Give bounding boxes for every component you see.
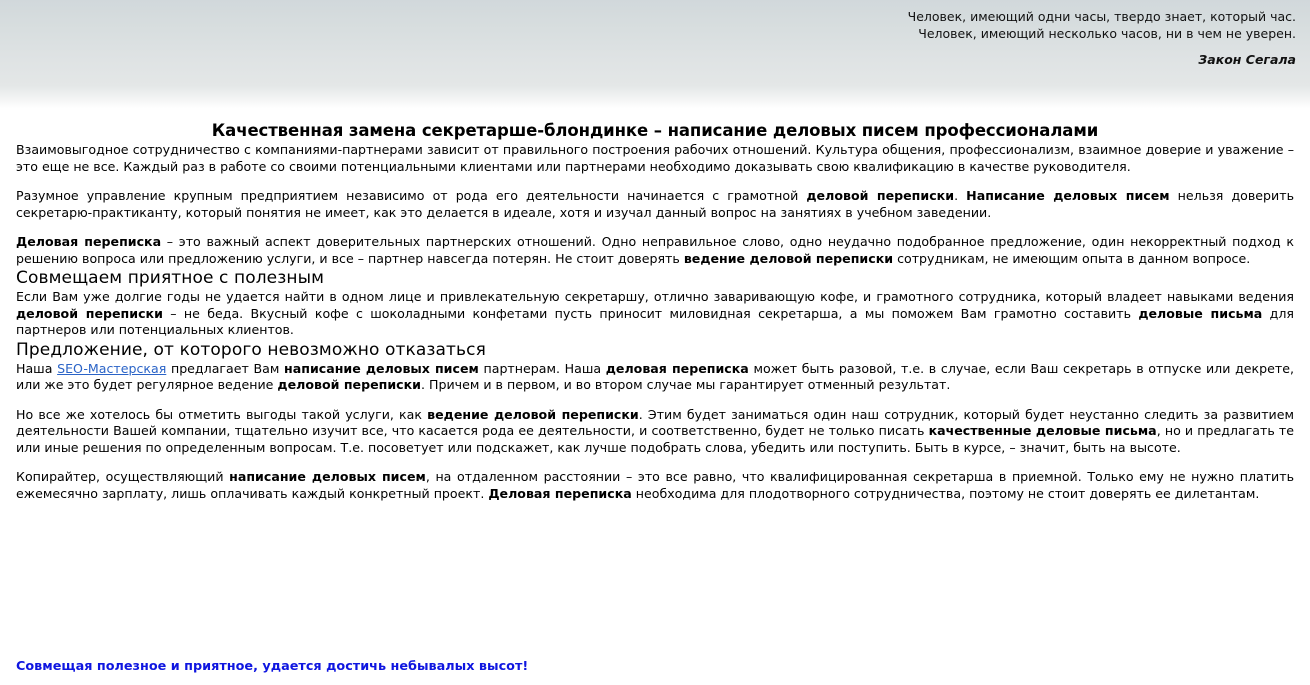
text-run: для партнеров или потенциальных клиентов.: [16, 305, 1294, 337]
paragraph-section2-1: [16, 361, 1294, 394]
emphasis-run: деловая переписка: [605, 360, 749, 376]
emphasis-run: ведение деловой переписки: [683, 250, 894, 266]
paragraph-section2-3: [16, 469, 1294, 502]
emphasis-run: Деловая переписка: [16, 234, 162, 249]
emphasis-run: написание деловых писем: [284, 360, 479, 376]
paragraph-intro-1: [16, 142, 1294, 175]
section-heading-1: Совмещаем приятное с полезным: [16, 268, 325, 288]
paragraph-section1-1: [16, 289, 1294, 339]
epigraph-line-2: Человек, имеющий несколько часов, ни в чем не уверен.: [918, 26, 1296, 41]
seo-masterskaya-link[interactable]: SEO-Мастерская: [57, 360, 167, 376]
text-run: необходима для плодотворного сотрудничества, поэтому не стоит доверять ее дилетантам.: [631, 485, 1260, 501]
text-run: Наша: [16, 360, 58, 376]
emphasis-run: Деловая переписка: [488, 485, 632, 501]
paragraph-intro-3: [16, 234, 1294, 267]
text-run: сотрудникам, не имеющим опыта в данном вопросе.: [893, 250, 1251, 266]
epigraph-line-1: Человек, имеющий одни часы, твердо знает, который час.: [907, 9, 1296, 24]
text-run: .: [954, 188, 967, 203]
text-run: может быть разовой, т.е. в случае, если Ваш секретарь в отпуске или декрете, или же это будет регулярное ведение: [16, 360, 1294, 392]
paragraph-section2-2: [16, 407, 1294, 457]
emphasis-run: деловые письма: [1138, 305, 1263, 321]
text-run: , но и предлагать те или иные решения по определенным вопросам. Т.е. посоветует или подскажет, как лучше подобрать слова, убедить или поступить. Быть в курсе, – значит, быть на высоте.: [16, 423, 1294, 455]
epigraph-author: Закон Сегала: [1198, 52, 1296, 67]
closing-statement: Совмещая полезное и приятное, удается достичь небывалых высот!: [16, 659, 529, 674]
paragraph-intro-2: [16, 188, 1294, 221]
text-run: нельзя доверить секретарю-практиканту, который понятия не имеет, как это делается в идеале, хотя и изучал данный вопрос на занятиях в учебном заведении.: [16, 188, 1294, 220]
text-run: Взаимовыгодное сотрудничество с компаниями-партнерами зависит от правильного построения рабочих отношений. Культура общения, профессионализм, взаимное доверие и уважение – это еще не все. Каждый раз в работе со своими потенциальными клиентами или партнерами необходимо доказывать свою квалификацию в качестве руководителя.: [16, 142, 1294, 174]
text-run: предлагает Вам: [166, 360, 285, 376]
emphasis-run: Написание деловых писем: [966, 188, 1170, 203]
epigraph-block: [596, 8, 1296, 68]
text-run: Разумное управление крупным предприятием независимо от рода его деятельности начинается с грамотной: [16, 188, 807, 203]
emphasis-run: деловой переписки: [16, 305, 163, 321]
text-run: Если Вам уже долгие годы не удается найти в одном лице и привлекательную секретаршу, отлично заваривающую кофе, и грамотного сотрудника, который владеет навыками ведения: [16, 289, 1294, 304]
text-run: партнерам. Наша: [478, 360, 606, 376]
page-title: Качественная замена секретарше-блондинке – написание деловых писем профессионалами: [211, 121, 1099, 140]
text-run: . Этим будет заниматься один наш сотрудник, который будет неустанно следить за развитием деятельности Вашей компании, тщательно изучит все, что касается рода ее деятельности, и соответственно, будет не только писать: [16, 406, 1294, 438]
text-run: – это важный аспект доверительных партнерских отношений. Одно неправильное слово, одно неудачно подобранное предложение, один некорректный подход к решению вопроса или предложению услуги, и все – партнер навсегда потерян. Не стоит доверять: [16, 234, 1294, 266]
text-run: – не беда. Вкусный кофе с шоколадными конфетами пусть приносит миловидная секретарша, а мы поможем Вам грамотно составить: [162, 305, 1139, 321]
emphasis-run: деловой переписки: [806, 188, 955, 203]
text-run: Но все же хотелось бы отметить выгоды такой услуги, как: [16, 406, 428, 422]
emphasis-run: качественные деловые письма: [928, 423, 1157, 438]
text-run: . Причем и в первом, и во втором случае мы гарантирует отменный результат.: [421, 377, 951, 392]
text-run: Копирайтер, осуществляющий: [16, 469, 230, 484]
text-run: , на отдаленном расстоянии – это все равно, что квалифицированная секретарша в приемной. Только ему не нужно платить ежемесячно зарплату, лишь оплачивать каждый конкретный проект.: [16, 469, 1294, 501]
section-heading-2: Предложение, от которого невозможно отказаться: [16, 339, 486, 360]
article-content: [16, 104, 1294, 502]
emphasis-run: деловой переписки: [277, 377, 422, 392]
emphasis-run: ведение деловой переписки: [427, 406, 639, 422]
emphasis-run: написание деловых писем: [229, 469, 426, 484]
